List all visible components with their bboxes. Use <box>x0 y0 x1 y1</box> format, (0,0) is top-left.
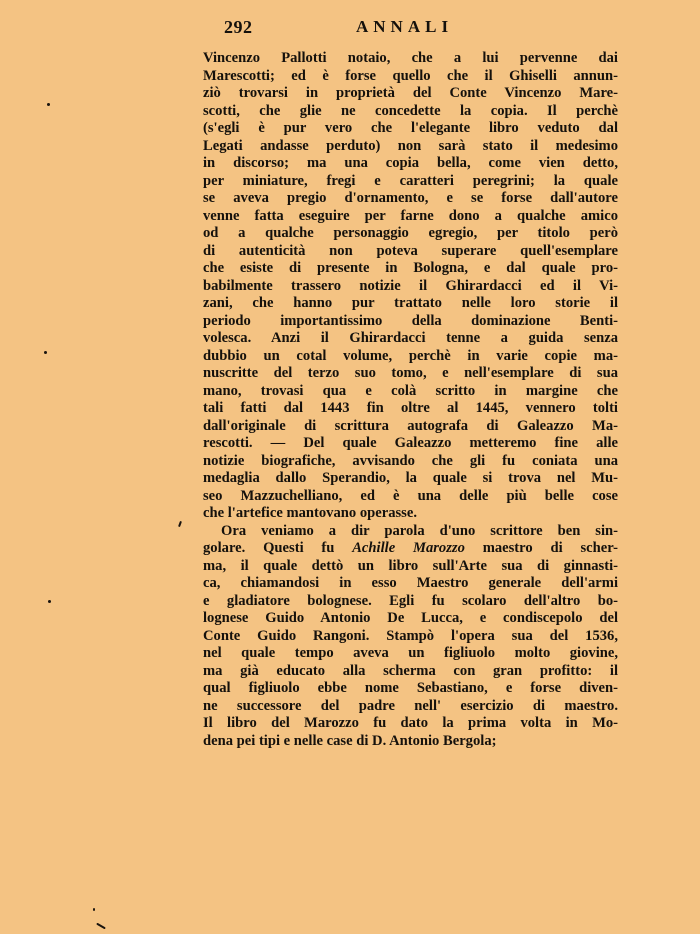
text-line: volesca. Anzi il Ghirardacci tenne a guida senza <box>203 330 618 346</box>
italic-name: Achille Marozzo <box>352 540 465 556</box>
text-line: zani, che hanno pur trattato nelle loro storie il <box>203 295 618 311</box>
text-line: ca, chiamandosi in esso Maestro generale dell'armi <box>203 575 618 591</box>
text-line: scotti, che glie ne concedette la copia. Il perchè <box>203 102 618 119</box>
text-line: (s'egli è pur vero che l'elegante libro veduto dal <box>203 120 618 136</box>
text-line: seo Mazzuchelliano, ed è una delle più belle cose <box>203 487 618 504</box>
text-line: qual figliuolo ebbe nome Sebastiano, e forse diven- <box>203 680 618 696</box>
text-line: per miniature, fregi e caratteri peregrini; la quale <box>203 172 618 189</box>
text-line: mano, trovasi qua e colà scritto in margine che <box>203 382 618 399</box>
text-line: ma già educato alla scherma con gran profitto: il <box>203 662 618 679</box>
text-line: Conte Guido Rangoni. Stampò l'opera sua del 1536, <box>203 627 618 644</box>
paragraph-first-line: Ora veniamo a dir parola d'uno scrittore ben sin- <box>221 522 618 539</box>
margin-speck <box>47 103 50 106</box>
text-fragment: golare. Questi fu <box>203 540 353 556</box>
text-line-with-name <box>203 540 618 558</box>
margin-speck <box>48 600 51 603</box>
text-line: od a qualche personaggio egregio, per titolo però <box>203 225 618 241</box>
text-line: in discorso; ma una copia bella, come vien detto, <box>203 155 618 171</box>
text-line: se aveva pregio d'ornamento, e se forse dall'autore <box>203 190 618 206</box>
text-line: medaglia dallo Sperandio, la quale si trova nel Mu- <box>203 470 618 486</box>
text-line: dall'originale di scrittura autografa di Galeazzo Ma- <box>203 417 618 434</box>
text-line: venne fatta eseguire per farne dono a qualche amico <box>203 207 618 224</box>
text-line: lognese Guido Antonio De Lucca, e condiscepolo del <box>203 610 618 626</box>
text-line: e gladiatore bolognese. Egli fu scolaro dell'altro bo- <box>203 592 618 609</box>
text-fragment: maestro di scher- <box>464 540 618 556</box>
text-line: Il libro del Marozzo fu dato la prima volta in Mo- <box>203 715 618 731</box>
body-text <box>203 50 618 750</box>
text-line: dubbio un cotal volume, perchè in varie copie ma- <box>203 347 618 364</box>
text-line: nuscritte del terzo suo tomo, e nell'esemplare di sua <box>203 365 618 381</box>
text-line: che l'artefice mantovano operasse. <box>203 505 417 521</box>
text-line: rescotti. — Del quale Galeazzo metteremo fine alle <box>203 435 618 451</box>
text-line: che esiste di presente in Bologna, e dal quale pro- <box>203 260 618 276</box>
margin-speck <box>93 908 95 911</box>
text-line: ma, il quale dettò un libro sull'Arte sua di ginnasti- <box>203 557 618 574</box>
margin-speck <box>96 923 106 930</box>
margin-speck <box>178 521 182 527</box>
text-line: ne successore del padre nell' esercizio di maestro. <box>203 697 618 714</box>
text-line: di autenticità non poteva superare quell'esemplare <box>203 242 618 259</box>
text-line: Marescotti; ed è forse quello che il Ghiselli annun- <box>203 67 618 84</box>
page-number: 292 <box>224 17 253 37</box>
running-head: ANNALI <box>356 17 454 36</box>
text-line: babilmente trassero notizie il Ghirardacci ed il Vi- <box>203 277 618 294</box>
text-line: Vincenzo Pallotti notaio, che a lui pervenne dai <box>203 50 618 66</box>
text-line: Legati andasse perduto) non sarà stato il medesimo <box>203 137 618 154</box>
text-line: dena pei tipi e nelle case di D. Antonio Bergola; <box>203 732 497 749</box>
text-line: ziò trovarsi in proprietà del Conte Vincenzo Mare- <box>203 85 618 101</box>
text-line: periodo importantissimo della dominazione Benti- <box>203 312 618 329</box>
page-header <box>0 17 700 43</box>
text-line: notizie biografiche, avvisando che gli fu coniata una <box>203 452 618 469</box>
text-line: nel quale tempo aveva un figliuolo molto giovine, <box>203 645 618 661</box>
margin-speck <box>44 351 47 354</box>
text-line: tali fatti dal 1443 fin oltre al 1445, vennero tolti <box>203 400 618 416</box>
